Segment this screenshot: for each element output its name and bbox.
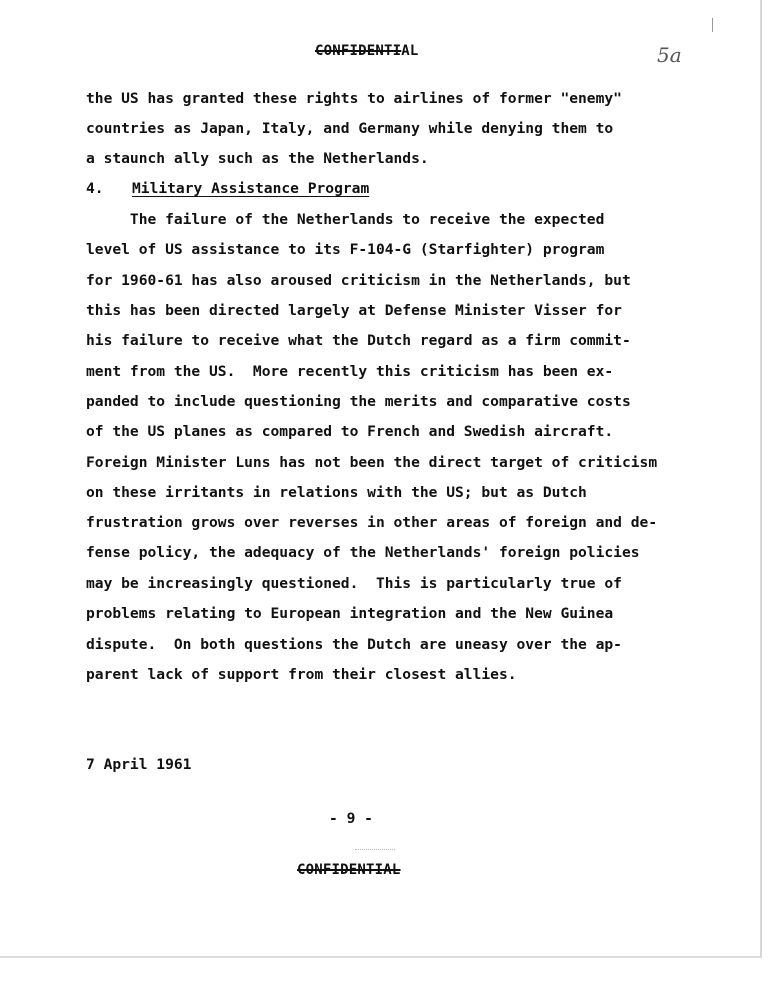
ink-smudge	[355, 849, 395, 854]
body-line: countries as Japan, Italy, and Germany while denying them to	[86, 120, 614, 137]
section-line: level of US assistance to its F-104-G (Starfighter) program	[86, 241, 605, 258]
section-line: fense policy, the adequacy of the Netherlands' foreign policies	[86, 544, 640, 561]
section-line: may be increasingly questioned. This is particularly true of	[86, 575, 622, 592]
section-title: Military Assistance Program	[132, 180, 370, 197]
section-line: for 1960-61 has also aroused criticism in the Netherlands, but	[86, 272, 631, 289]
section-line: problems relating to European integration and the New Guinea	[86, 605, 614, 622]
section-line: his failure to receive what the Dutch regard as a firm commit-	[86, 332, 631, 349]
handwritten-page-note: 5a	[657, 43, 682, 67]
body-line: the US has granted these rights to airlines of former "enemy"	[86, 90, 622, 107]
section-line: of the US planes as compared to French and Swedish aircraft.	[86, 423, 614, 440]
section-line: dispute. On both questions the Dutch are uneasy over the ap-	[86, 636, 622, 653]
section-line: this has been directed largely at Defense Minister Visser for	[86, 302, 622, 319]
section-number: 4.	[86, 180, 104, 197]
body-line: a staunch ally such as the Netherlands.	[86, 150, 429, 167]
section-line: parent lack of support from their closest allies.	[86, 666, 517, 683]
section-line: ment from the US. More recently this criticism has been ex-	[86, 363, 614, 380]
section-line: Foreign Minister Luns has not been the direct target of criticism	[86, 454, 658, 471]
document-date: 7 April 1961	[86, 756, 192, 773]
classification-marking-top	[315, 43, 419, 59]
section-line: on these irritants in relations with the US; but as Dutch	[86, 484, 587, 501]
classification-rest-text: AL	[401, 43, 419, 59]
corner-mark	[712, 18, 716, 32]
classification-struck-text: CONFIDENTIAL	[297, 862, 401, 878]
section-line: frustration grows over reverses in other areas of foreign and de-	[86, 514, 658, 531]
section-line: The failure of the Netherlands to receive the expected	[86, 211, 605, 228]
page-number: - 9 -	[329, 810, 373, 827]
classification-struck-text: CONFIDENTI	[315, 43, 402, 59]
classification-marking-bottom	[297, 862, 401, 878]
section-line: panded to include questioning the merits and comparative costs	[86, 393, 631, 410]
